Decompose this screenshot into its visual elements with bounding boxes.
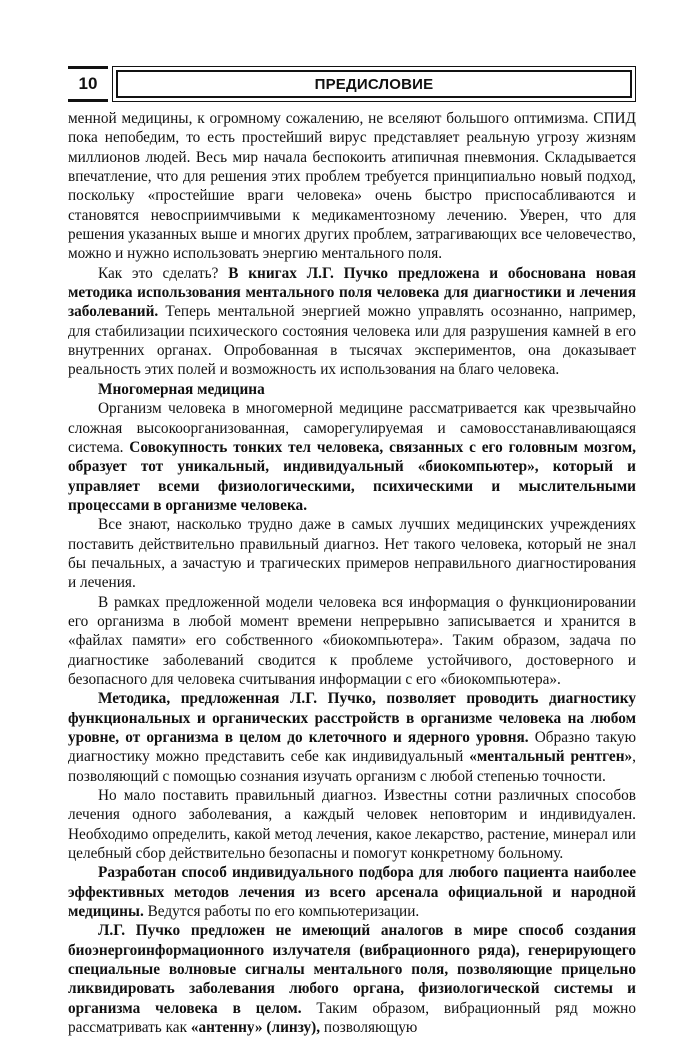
text-run: менной медицины, к огромному сожалению, не вселяют большого оптимизма. СПИД пока непобедим, то есть простейший вирус представляет реальную угрозу жизням миллионов людей. Весь мир начала беспокоить атипичная пневмония. Складывается впечатление, что для решения этих проблем требуется принципиально новый подход, поскольку «простейшие враги человека» очень быстро приспосабливаются и становятся невосприимчивыми к медикаментозному лечению. Уверен, что для решения указанных выше и многих других проблем, затрагивающих все человечество, можно и нужно использовать энергию ментального поля. [68, 110, 636, 263]
section-title: ПРЕДИСЛОВИЕ [314, 75, 434, 93]
paragraph [68, 786, 636, 863]
text-run: Ведутся работы по его компьютеризации. [143, 903, 420, 921]
bold-text-run: В книгах Л.Г. Пучко предложена и обоснована новая методика использования ментального поля человека для диагностики и лечения заболеваний. [68, 264, 637, 321]
text-run: Организм человека в многомерной медицине рассматривается как чрезвычайно сложная высокоорганизованная, саморегулируемая и самовосстанавливающаяся система. [68, 400, 636, 456]
bold-text-run: Методика, предложенная Л.Г. Пучко, позволяет проводить диагностику функциональных и органических расстройств в организме человека на любом уровне, от организма в целом до клеточного и ядерного уровня. [68, 690, 636, 746]
bold-text-run: Л.Г. Пучко предложен не имеющий аналогов в мире способ создания биоэнергоинформационного излучателя (вибрационного ряда), генерирующего специальные волновые сигналы ментального поля, позволяющие прицельно ликвидировать заболевания любого органа, физиологической системы и организма человека в целом. [68, 922, 636, 1017]
paragraph [68, 109, 636, 264]
bold-text-run: Разработан способ индивидуального подбора для любого пациента наиболее эффективных методов лечения из всего арсенала официальной и народной медицины. [68, 864, 636, 921]
paragraph [68, 863, 636, 921]
text-run: В рамках предложенной модели человека вся информация о функционировании его организма в любой момент времени непрерывно записывается и хранится в «файлах памяти» его собственного «биокомпьютера». Таким образом, задача по диагностике заболеваний сводится к проблеме устойчивого, достоверного и безопасного для человека считывания информации с его «биокомпьютера». [68, 593, 636, 688]
text-run: , позволяющий с помощью сознания изучать организм с любой степенью точности. [68, 748, 636, 785]
paragraph [68, 689, 636, 786]
bold-text-run: Многомерная медицина [98, 380, 265, 398]
bold-text-run: «антенну» (линзу), [190, 1019, 321, 1037]
text-run: Образно такую диагностику можно представить себе как индивидуальный [68, 729, 636, 766]
text-run: позволяющую [320, 1019, 418, 1037]
text-run: Но мало поставить правильный диагноз. Известны сотни различных способов лечения одного заболевания, а каждый человек неповторим и индивидуален. Необходимо определить, какой метод лечения, какое лекарство, растение, минерал или целебный сбор действительно безопасны и помогут конкретному больному. [68, 787, 636, 863]
paragraph [68, 399, 636, 515]
running-header [68, 66, 636, 102]
header-frame [112, 66, 636, 102]
page-number: 10 [68, 66, 108, 102]
paragraph [68, 515, 636, 592]
section-heading [68, 380, 636, 399]
paragraph [68, 264, 636, 380]
text-run: Таким образом, вибрационный ряд можно рассматривать как [68, 999, 636, 1037]
paragraph [68, 593, 636, 690]
text-run: Как это сделать? [98, 264, 229, 282]
bold-text-run: Совокупность тонких тел человека, связанных с его головным мозгом, образует тот уникальный, индивидуальный «биокомпьютер», который и управляет всеми физиологическими, психическими и мыслительными процессами в организме человека. [68, 438, 636, 514]
text-run: Теперь ментальной энергией можно управлять осознанно, например, для стабилизации психического состояния человека или для разрушения камней в его внутренних органах. Опробованная в тысячах экспериментов, она доказывает реальность этих полей и возможность их использования на благо человека. [68, 303, 636, 379]
text-run: Все знают, насколько трудно даже в самых лучших медицинских учреждениях поставить действительно правильный диагноз. Нет такого человека, который не знал бы печальных, а зачастую и трагических примеров неправильного диагностирования и лечения. [68, 516, 636, 592]
bold-text-run: «ментальный рентген» [469, 748, 633, 766]
page-body-text [68, 109, 636, 1038]
paragraph [68, 921, 636, 1037]
